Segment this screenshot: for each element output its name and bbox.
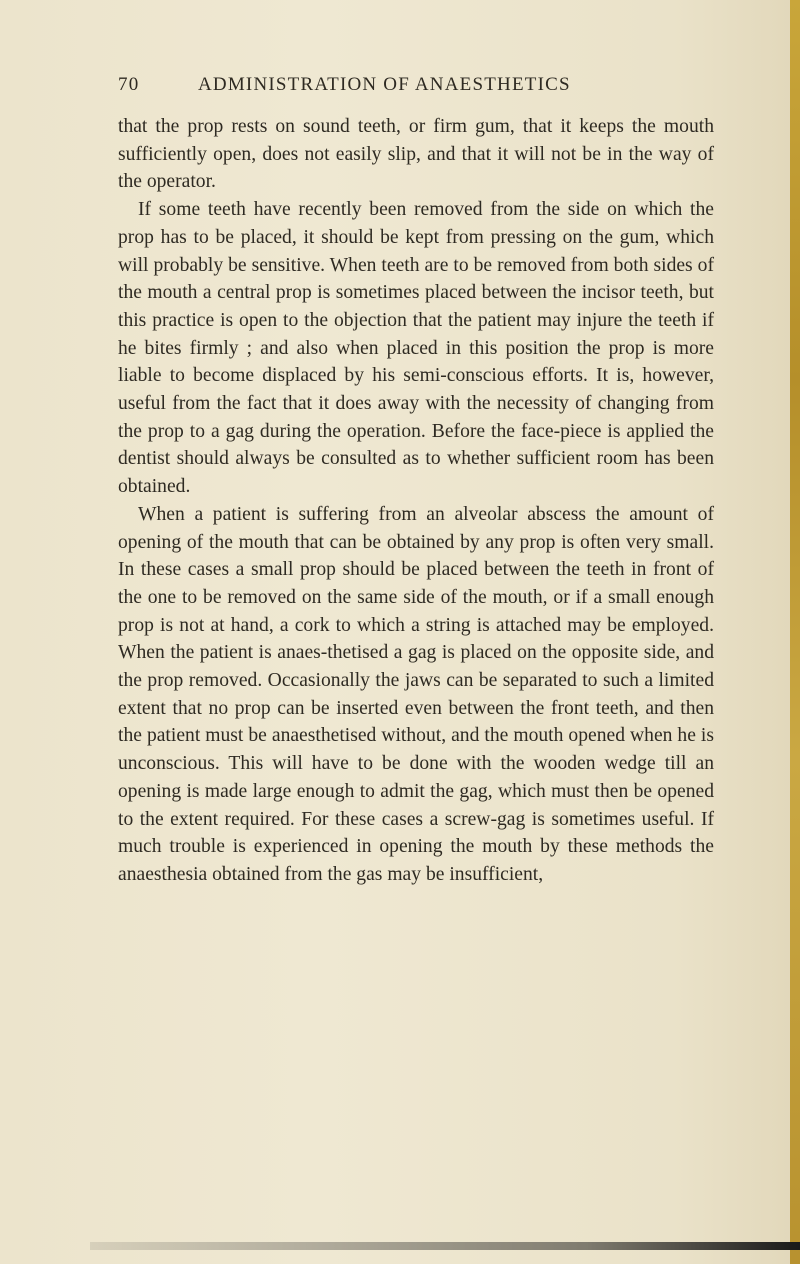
page-number: 70 xyxy=(118,74,140,95)
body-text xyxy=(118,113,714,889)
running-title: ADMINISTRATION OF ANAESTHETICS xyxy=(198,74,571,95)
page-bottom-shadow xyxy=(90,1242,800,1250)
paragraph-prop-placement: If some teeth have recently been removed from the side on which the prop has to be placed, it should be kept from pressing on the gum, which will probably be sensitive. When teeth are to be removed from both sides of the mouth a central prop is sometimes placed between the incisor teeth, but this practice is open to the objection that the patient may injure the teeth if he bites firmly ; and also when placed in this position the prop is more liable to become displaced by his semi-conscious efforts. It is, however, useful from the fact that it does away with the necessity of changing from the prop to a gag during the operation. Before the face-piece is applied the dentist should always be consulted as to whether sufficient room has been obtained. xyxy=(118,199,714,498)
paragraph-alveolar-abscess: When a patient is suffering from an alveolar abscess the amount of opening of the mouth that can be obtained by any prop is often very small. In these cases a small prop should be placed between the teeth in front of the one to be removed on the same side of the mouth, or if a small enough prop is not at hand, a cork to which a string is attached may be employed. When the patient is anaes-thetised a gag is placed on the opposite side, and the prop removed. Occasionally the jaws can be separated to such a limited extent that no prop can be inserted even between the front teeth, and then the patient must be anaesthetised without, and the mouth opened when he is unconscious. This will have to be done with the wooden wedge till an opening is made large enough to admit the gag, which must then be opened to the extent required. For these cases a screw-gag is sometimes useful. If much trouble is experienced in opening the mouth by these methods the anaesthesia obtained from the gas may be insufficient, xyxy=(118,503,714,885)
book-spine-edge xyxy=(790,0,800,1264)
paragraph-continuation: that the prop rests on sound teeth, or firm gum, that it keeps the mouth sufficiently open, does not easily slip, and that it will not be in the way of the operator. xyxy=(118,116,714,193)
running-header xyxy=(118,74,718,96)
